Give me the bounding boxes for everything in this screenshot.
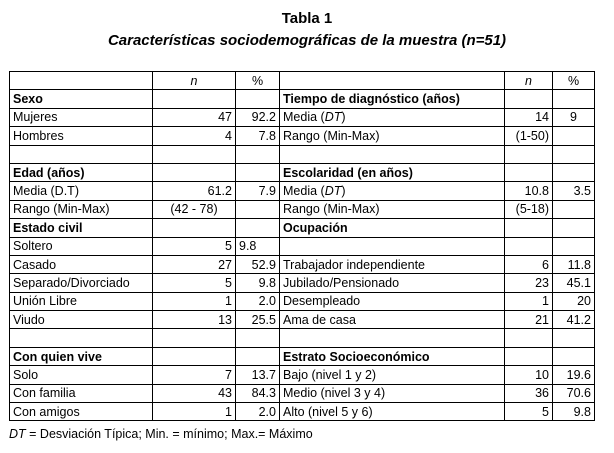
right-pct-cell xyxy=(553,200,595,218)
right-pct-cell: 45.1 xyxy=(553,274,595,292)
right-pct-cell: 9.8 xyxy=(553,403,595,421)
table-row xyxy=(10,274,595,292)
right-label-cell: Escolaridad (en años) xyxy=(280,163,505,181)
right-label-cell: Jubilado/Pensionado xyxy=(280,274,505,292)
left-label-cell: Con quien vive xyxy=(10,347,153,365)
right-pct-cell xyxy=(553,127,595,145)
left-label-cell: Con familia xyxy=(10,384,153,402)
table-row xyxy=(10,366,595,384)
right-pct-cell: 3.5 xyxy=(553,182,595,200)
right-label-cell xyxy=(280,237,505,255)
right-label-cell: Ocupación xyxy=(280,219,505,237)
table-row xyxy=(10,292,595,310)
right-pct-cell xyxy=(553,90,595,108)
left-pct-cell: 7.9 xyxy=(236,182,280,200)
left-n-cell: 4 xyxy=(153,127,236,145)
left-pct-cell xyxy=(236,90,280,108)
left-n-cell: n xyxy=(153,72,236,90)
right-label-cell: Ama de casa xyxy=(280,311,505,329)
right-n-cell: 14 xyxy=(505,108,553,126)
left-label-cell: Viudo xyxy=(10,311,153,329)
right-pct-cell: 41.2 xyxy=(553,311,595,329)
right-label-cell: Desempleado xyxy=(280,292,505,310)
table-row xyxy=(10,311,595,329)
left-n-cell: 27 xyxy=(153,255,236,273)
table-footnote xyxy=(9,427,313,441)
table-row xyxy=(10,329,595,347)
left-n-cell xyxy=(153,219,236,237)
left-pct-cell: 2.0 xyxy=(236,292,280,310)
table-row xyxy=(10,347,595,365)
right-n-cell xyxy=(505,219,553,237)
right-pct-cell xyxy=(553,145,595,163)
table-row xyxy=(10,384,595,402)
right-pct-cell xyxy=(553,219,595,237)
right-n-cell xyxy=(505,145,553,163)
footnote-text: = Desviación Típica; Min. = mínimo; Max.= Máximo xyxy=(25,427,313,441)
left-pct-cell: 7.8 xyxy=(236,127,280,145)
left-label-cell: Mujeres xyxy=(10,108,153,126)
left-pct-cell: 92.2 xyxy=(236,108,280,126)
table-row xyxy=(10,108,595,126)
left-label-cell: Con amigos xyxy=(10,403,153,421)
right-pct-cell: 70.6 xyxy=(553,384,595,402)
right-n-cell: 5 xyxy=(505,403,553,421)
right-n-cell: 21 xyxy=(505,311,553,329)
left-pct-cell xyxy=(236,347,280,365)
table-row xyxy=(10,219,595,237)
right-n-cell xyxy=(505,347,553,365)
right-label-cell: Rango (Min-Max) xyxy=(280,127,505,145)
left-label-cell: Soltero xyxy=(10,237,153,255)
left-n-cell: 1 xyxy=(153,292,236,310)
table-row xyxy=(10,163,595,181)
right-label-cell: Media (DT) xyxy=(280,108,505,126)
right-pct-cell: 20 xyxy=(553,292,595,310)
left-label-cell: Edad (años) xyxy=(10,163,153,181)
left-label-cell xyxy=(10,329,153,347)
left-n-cell: 13 xyxy=(153,311,236,329)
left-n-cell xyxy=(153,163,236,181)
left-label-cell: Estado civil xyxy=(10,219,153,237)
right-label-cell: Estrato Socioeconómico xyxy=(280,347,505,365)
left-n-cell xyxy=(153,347,236,365)
right-n-cell xyxy=(505,163,553,181)
right-label-cell: Alto (nivel 5 y 6) xyxy=(280,403,505,421)
table-title: Tabla 1 xyxy=(281,10,333,27)
left-n-cell: 61.2 xyxy=(153,182,236,200)
left-label-cell: Casado xyxy=(10,255,153,273)
left-label-cell: Solo xyxy=(10,366,153,384)
right-n-cell: 6 xyxy=(505,255,553,273)
right-n-cell: 36 xyxy=(505,384,553,402)
right-n-cell xyxy=(505,329,553,347)
left-pct-cell: % xyxy=(236,72,280,90)
table-row xyxy=(10,127,595,145)
right-n-cell: n xyxy=(505,72,553,90)
left-n-cell: 47 xyxy=(153,108,236,126)
left-pct-cell: 2.0 xyxy=(236,403,280,421)
left-label-cell: Unión Libre xyxy=(10,292,153,310)
right-label-cell: Rango (Min-Max) xyxy=(280,200,505,218)
table-row xyxy=(10,237,595,255)
left-label-cell xyxy=(10,72,153,90)
table-row xyxy=(10,200,595,218)
right-label-cell: Medio (nivel 3 y 4) xyxy=(280,384,505,402)
right-n-cell xyxy=(505,90,553,108)
right-pct-cell xyxy=(553,237,595,255)
right-n-cell: (1-50) xyxy=(505,127,553,145)
table-row xyxy=(10,145,595,163)
right-pct-cell: 11.8 xyxy=(553,255,595,273)
right-label-cell xyxy=(280,72,505,90)
left-pct-cell: 52.9 xyxy=(236,255,280,273)
right-pct-cell xyxy=(553,347,595,365)
left-pct-cell: 9.8 xyxy=(236,274,280,292)
footnote-dt-abbrev: DT xyxy=(9,427,26,441)
left-pct-cell: 25.5 xyxy=(236,311,280,329)
left-label-cell: Separado/Divorciado xyxy=(10,274,153,292)
left-pct-cell: 13.7 xyxy=(236,366,280,384)
left-n-cell xyxy=(153,145,236,163)
right-n-cell xyxy=(505,237,553,255)
left-pct-cell: 84.3 xyxy=(236,384,280,402)
left-n-cell xyxy=(153,90,236,108)
right-pct-cell: % xyxy=(553,72,595,90)
right-pct-cell: 19.6 xyxy=(553,366,595,384)
right-n-cell: 23 xyxy=(505,274,553,292)
right-label-cell: Bajo (nivel 1 y 2) xyxy=(280,366,505,384)
left-n-cell: 7 xyxy=(153,366,236,384)
right-label-cell xyxy=(280,329,505,347)
table-row xyxy=(10,72,595,90)
left-pct-cell xyxy=(236,329,280,347)
left-pct-cell: 9.8 xyxy=(236,237,280,255)
left-pct-cell xyxy=(236,219,280,237)
right-label-cell: Trabajador independiente xyxy=(280,255,505,273)
table-subtitle: Características sociodemográficas de la muestra (n=51) xyxy=(107,32,507,49)
left-n-cell: (42 - 78) xyxy=(153,200,236,218)
right-pct-cell xyxy=(553,163,595,181)
left-pct-cell xyxy=(236,145,280,163)
left-label-cell xyxy=(10,145,153,163)
table-row xyxy=(10,182,595,200)
left-n-cell: 43 xyxy=(153,384,236,402)
table-row xyxy=(10,255,595,273)
table-row xyxy=(10,403,595,421)
right-label-cell: Media (DT) xyxy=(280,182,505,200)
left-label-cell: Hombres xyxy=(10,127,153,145)
right-pct-cell xyxy=(553,329,595,347)
left-label-cell: Media (D.T) xyxy=(10,182,153,200)
right-n-cell: 10 xyxy=(505,366,553,384)
sociodemographic-table xyxy=(9,71,595,421)
right-pct-cell: 9 xyxy=(553,108,595,126)
left-n-cell: 5 xyxy=(153,274,236,292)
left-n-cell: 5 xyxy=(153,237,236,255)
left-label-cell: Sexo xyxy=(10,90,153,108)
left-label-cell: Rango (Min-Max) xyxy=(10,200,153,218)
left-pct-cell xyxy=(236,200,280,218)
left-pct-cell xyxy=(236,163,280,181)
right-n-cell: 10.8 xyxy=(505,182,553,200)
right-label-cell xyxy=(280,145,505,163)
left-n-cell: 1 xyxy=(153,403,236,421)
table-row xyxy=(10,90,595,108)
right-n-cell: (5-18) xyxy=(505,200,553,218)
right-n-cell: 1 xyxy=(505,292,553,310)
left-n-cell xyxy=(153,329,236,347)
right-label-cell: Tiempo de diagnóstico (años) xyxy=(280,90,505,108)
